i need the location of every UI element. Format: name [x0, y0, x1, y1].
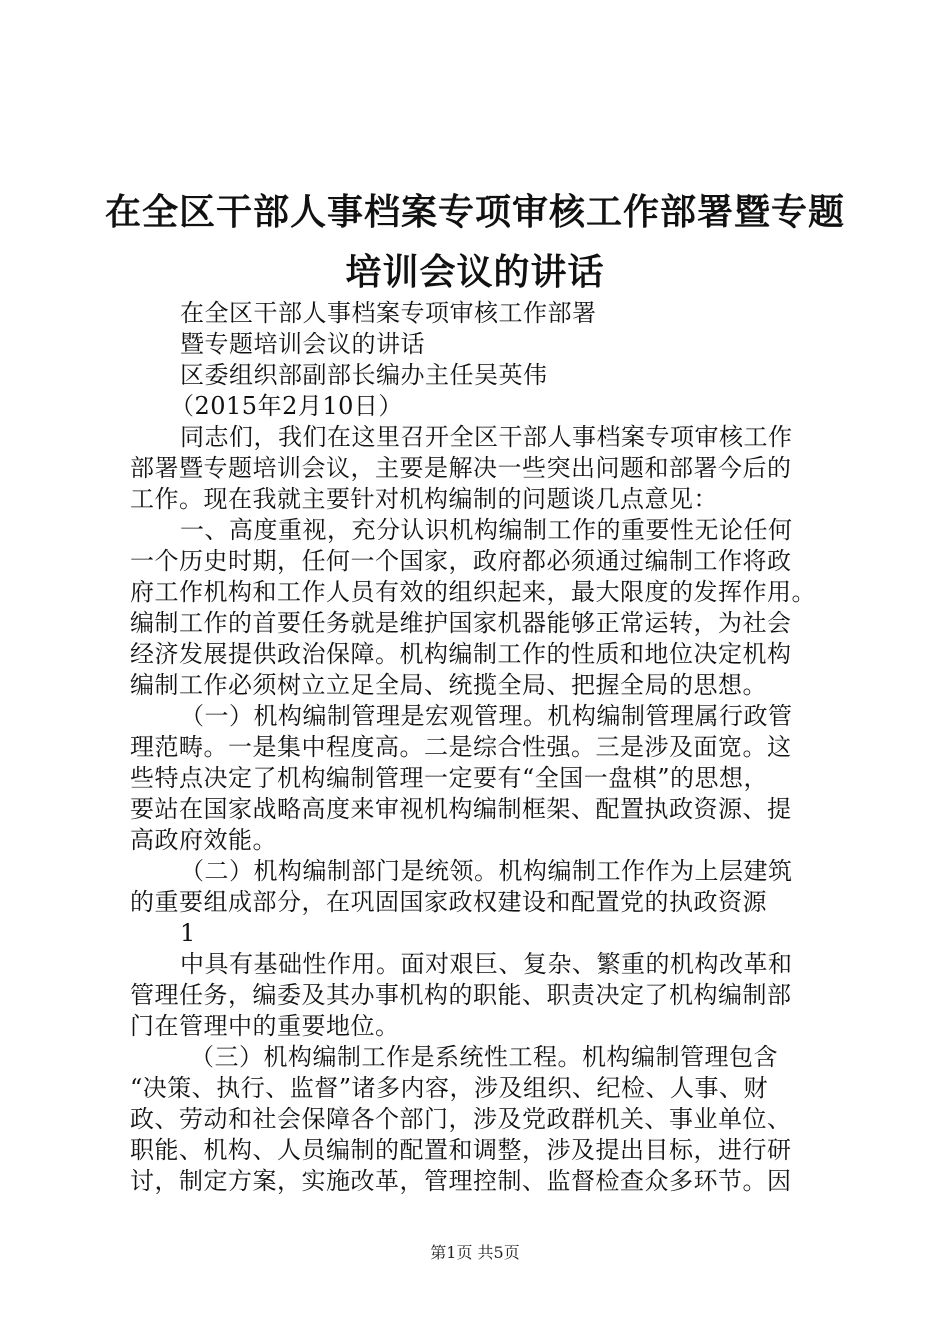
body-line: （二）机构编制部门是统领。机构编制工作作为上层建筑	[180, 857, 793, 885]
header-title-line-1: 在全区干部人事档案专项审核工作部署	[180, 299, 597, 327]
body-line: 门在管理中的重要地位。	[130, 1012, 400, 1040]
body-line: 讨，制定方案，实施改革，管理控制、监督检查众多环节。因	[130, 1167, 792, 1195]
body-line: 的重要组成部分，在巩固国家政权建设和配置党的执政资源	[130, 888, 767, 916]
body-line: 部署暨专题培训会议，主要是解决一些突出问题和部署今后的	[130, 454, 792, 482]
body-line: 职能、机构、人员编制的配置和调整，涉及提出目标，进行研	[130, 1136, 792, 1164]
body-line: 编制工作的首要任务就是维护国家机器能够正常运转，为社会	[130, 609, 792, 637]
body-line: 管理任务，编委及其办事机构的职能、职责决定了机构编制部	[130, 981, 792, 1009]
body-line: 一个历史时期，任何一个国家，政府都必须通过编制工作将政	[130, 547, 792, 575]
body-line: 高政府效能。	[130, 826, 277, 854]
body-line: 要站在国家战略高度来审视机构编制框架、配置执政资源、提	[130, 795, 792, 823]
body-line: 同志们，我们在这里召开全区干部人事档案专项审核工作	[180, 423, 793, 451]
body-line: 理范畴。一是集中程度高。二是综合性强。三是涉及面宽。这	[130, 733, 792, 761]
document-title-line-1: 在全区干部人事档案专项审核工作部署暨专题	[104, 192, 845, 233]
body-line: 政、劳动和社会保障各个部门，涉及党政群机关、事业单位、	[130, 1105, 792, 1133]
page-footer: 第1页 共5页	[430, 1243, 520, 1262]
body-line: （一）机构编制管理是宏观管理。机构编制管理属行政管	[180, 702, 793, 730]
body-line: （三）机构编制工作是系统性工程。机构编制管理包含	[190, 1043, 778, 1071]
body-line: 些特点决定了机构编制管理一定要有“全国一盘棋”的思想，	[130, 764, 769, 792]
body-line: 编制工作必须树立立足全局、统揽全局、把握全局的思想。	[130, 671, 767, 699]
body-line: 经济发展提供政治保障。机构编制工作的性质和地位决定机构	[130, 640, 792, 668]
speaker-line: 区委组织部副部长编办主任吴英伟	[180, 361, 548, 389]
date-line: （2015年2月10日）	[170, 392, 403, 420]
body-line: 工作。现在我就主要针对机构编制的问题谈几点意见：	[130, 485, 718, 513]
inline-page-number: 1	[180, 919, 196, 947]
body-line: 中具有基础性作用。面对艰巨、复杂、繁重的机构改革和	[180, 950, 793, 978]
header-title-line-2: 暨专题培训会议的讲话	[180, 330, 425, 358]
body-line: 一、高度重视，充分认识机构编制工作的重要性无论任何	[180, 516, 793, 544]
body-line: 府工作机构和工作人员有效的组织起来，最大限度的发挥作用。	[130, 578, 816, 606]
document-title-line-2: 培训会议的讲话	[345, 252, 605, 293]
body-line: “决策、执行、监督”诸多内容，涉及组织、纪检、人事、财	[130, 1074, 769, 1102]
